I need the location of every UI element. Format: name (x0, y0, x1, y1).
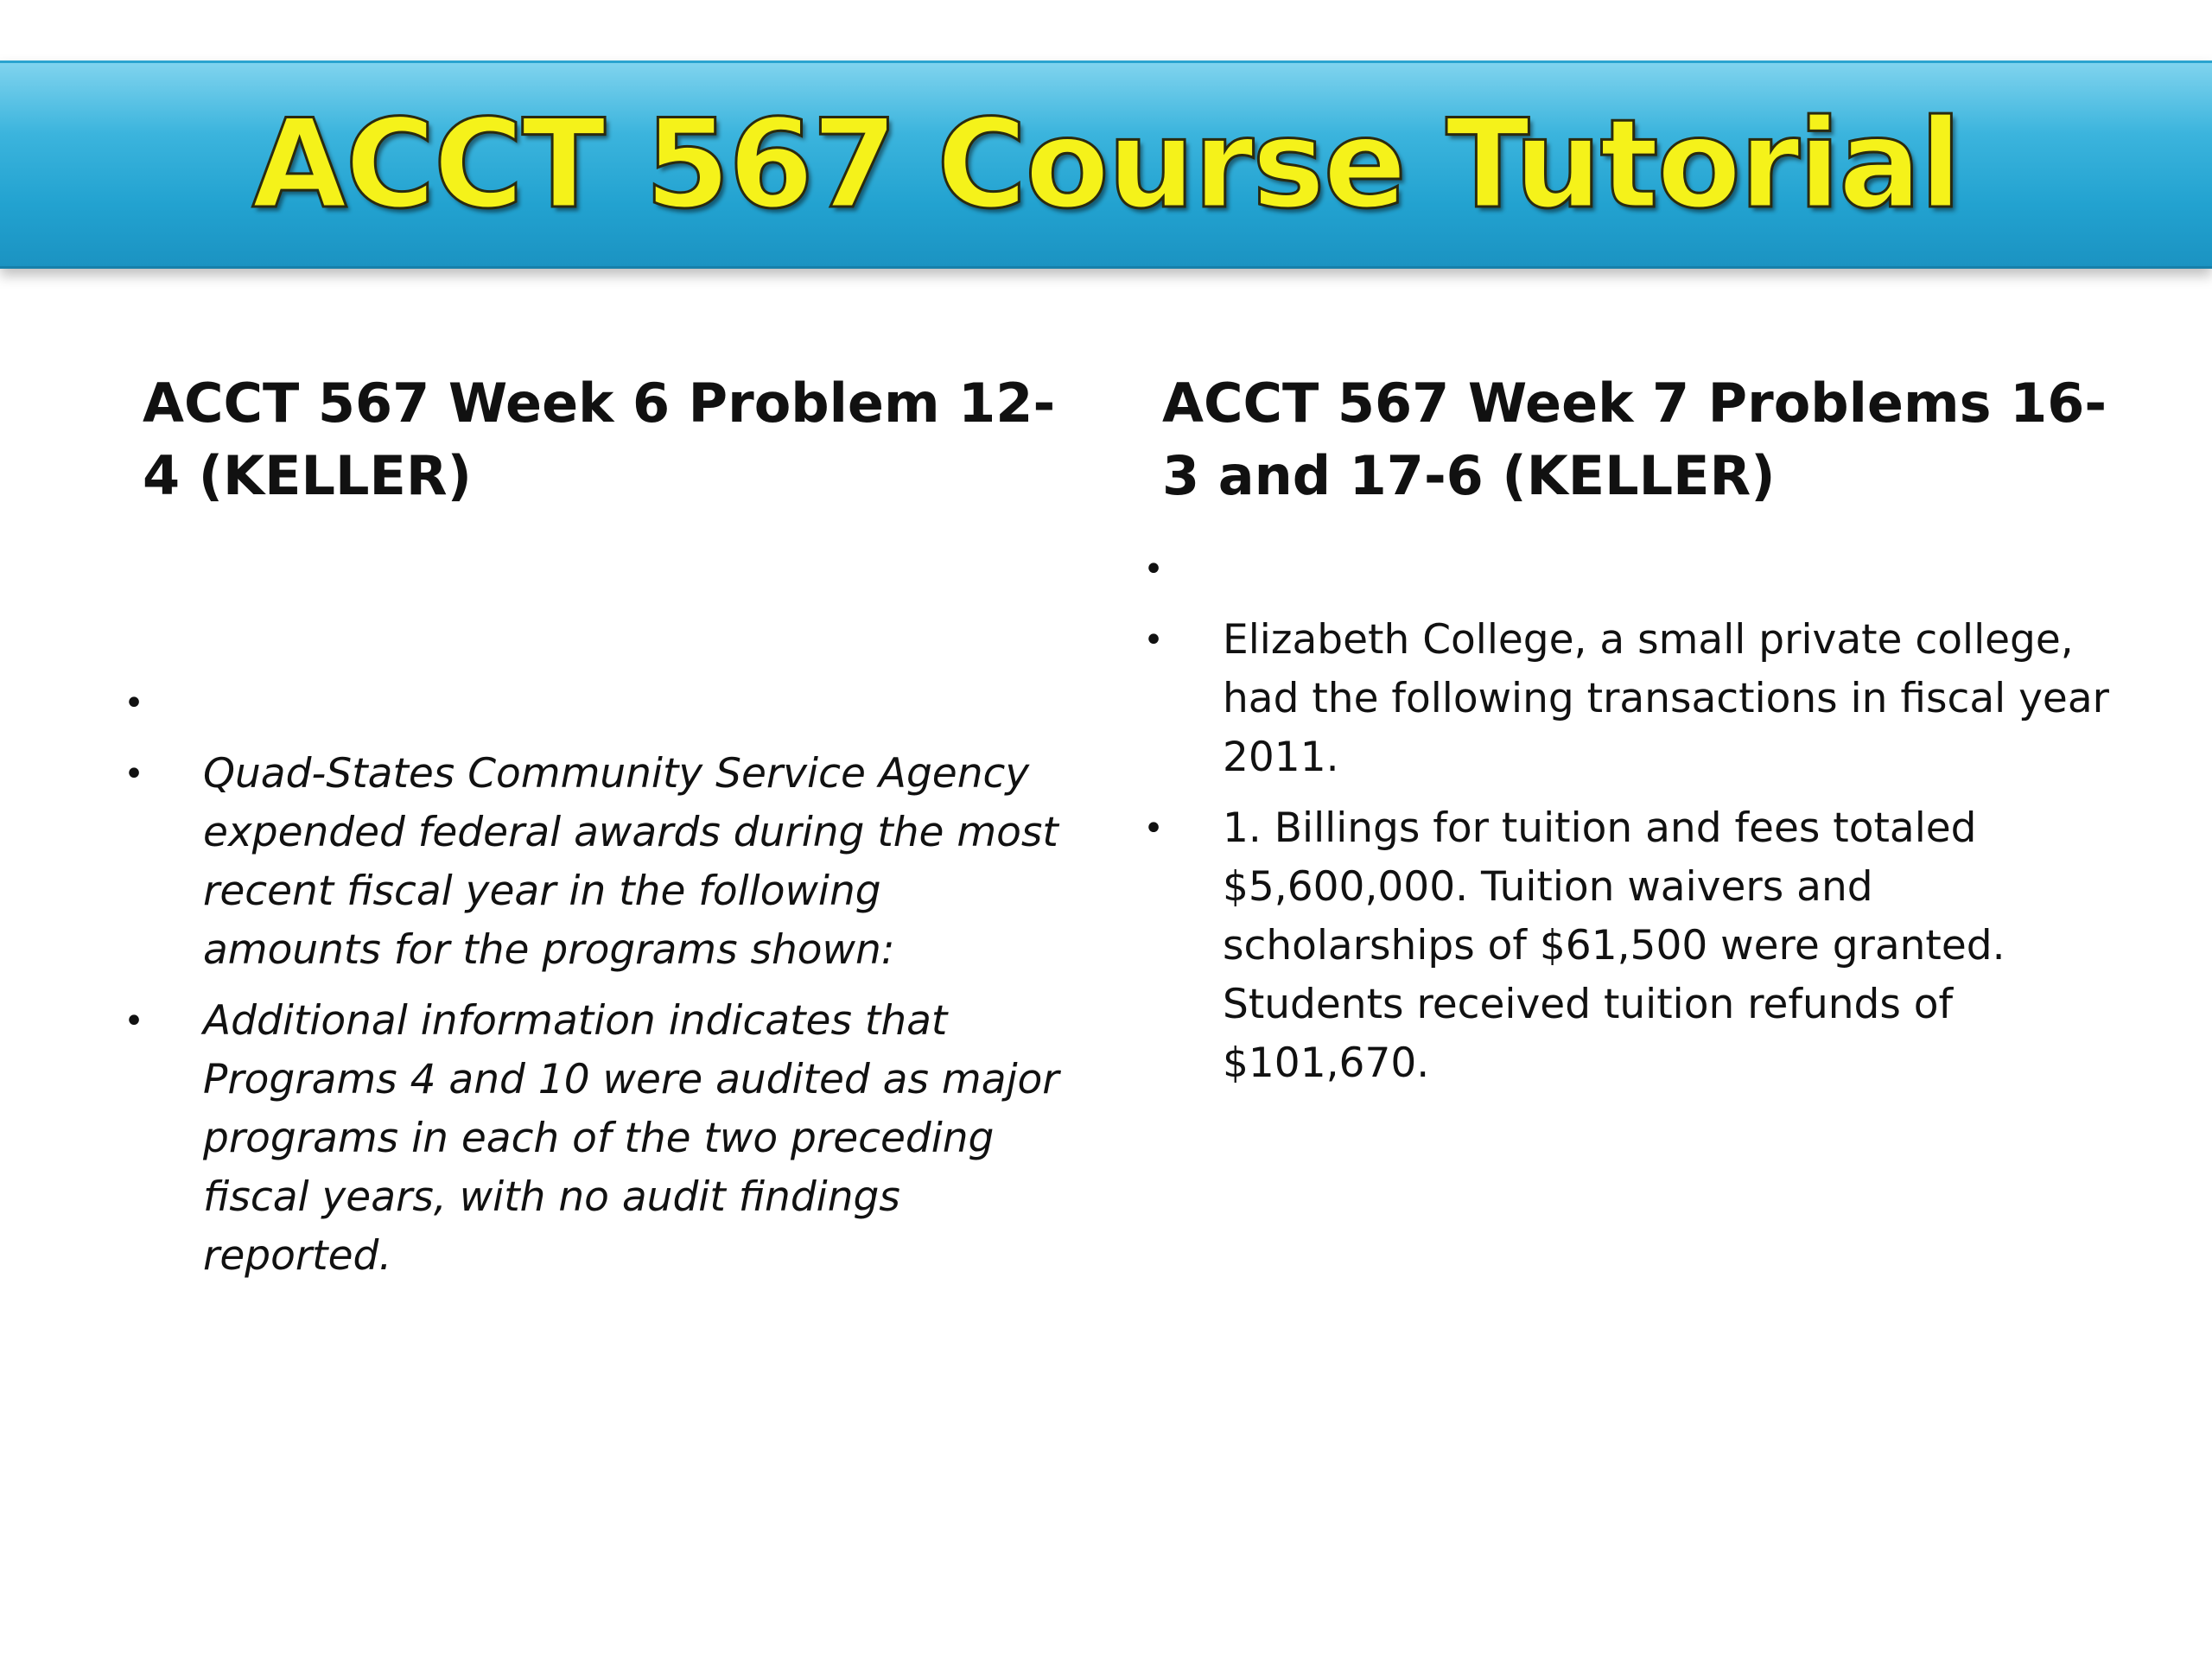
right-column-heading: ACCT 567 Week 7 Problems 16-3 and 17-6 (KELLER) (1162, 372, 2107, 507)
list-item (1141, 799, 2117, 1093)
bullet-icon: • (124, 1001, 144, 1041)
bullet-icon: • (124, 754, 144, 794)
bullet-text: Elizabeth College, a small private college, had the following transactions in fiscal year 2011. (1223, 616, 2109, 781)
list-item (121, 992, 1071, 1286)
list-item (121, 674, 1071, 733)
bullet-icon: • (1143, 620, 1164, 660)
left-column-heading: ACCT 567 Week 6 Problem 12-4 (KELLER) (143, 372, 1056, 507)
bullet-icon: • (1143, 809, 1164, 849)
list-item (1141, 611, 2117, 787)
bullet-text: 1. Billings for tuition and fees totaled $5,600,000. Tuition waivers and scholarships of $61,500 were granted. Students received tuition refunds of $101,670. (1223, 804, 2005, 1087)
bullet-text: Quad-States Community Service Agency expended federal awards during the most recent fiscal year in the following amounts for the programs shown: (203, 750, 1058, 974)
bullet-icon: • (1143, 550, 1164, 589)
title-banner (0, 60, 2212, 269)
right-column (1143, 367, 2121, 1087)
left-bullet-list (121, 674, 1071, 1298)
slide-title: ACCT 567 Course Tutorial (251, 93, 1961, 236)
right-bullet-list (1141, 540, 2117, 1105)
bullet-text: Additional information indicates that Programs 4 and 10 were audited as major programs in each of the two preceding fiscal years, with no audit findings reported. (203, 997, 1059, 1280)
list-item (1141, 540, 2117, 599)
list-item (121, 745, 1071, 980)
bullet-icon: • (124, 683, 144, 723)
left-column (124, 367, 1059, 1280)
